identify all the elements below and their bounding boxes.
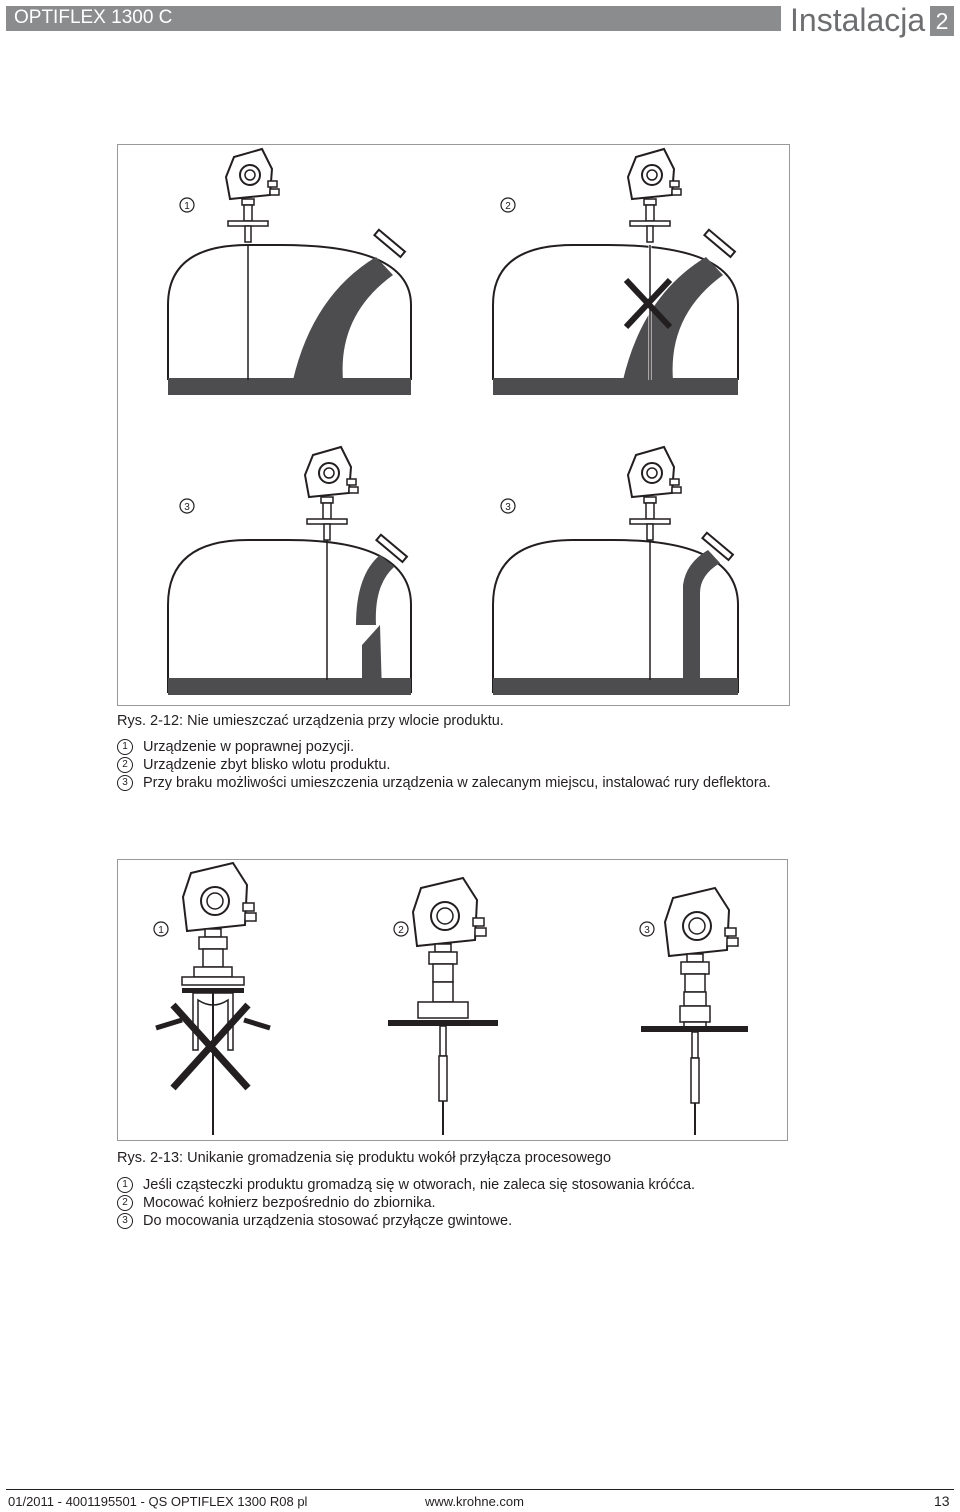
marker-label: 1: [158, 925, 164, 936]
tank-correct: [168, 149, 411, 395]
tank-deflector-b: [493, 447, 738, 695]
figure-process-connection: [117, 859, 788, 1141]
document-title: OPTIFLEX 1300 C: [14, 7, 173, 28]
connection-flange: [388, 878, 498, 1135]
marker-label: 3: [644, 925, 650, 936]
footer-divider: [6, 1489, 954, 1490]
figure-tank-drawing: [118, 145, 789, 705]
connection-threaded: [641, 888, 748, 1135]
section-title: Instalacja: [790, 2, 926, 38]
legend-item: 2 Urządzenie zbyt blisko wlotu produktu.: [117, 756, 771, 774]
tank-deflector-a: [168, 447, 411, 695]
footer-website-link[interactable]: www.krohne.com: [425, 1494, 524, 1509]
marker-label: 1: [184, 201, 190, 212]
figure2-caption: Rys. 2-13: Unikanie gromadzenia się produktu wokół przyłącza procesowego: [117, 1150, 612, 1166]
legend-item: 2 Mocować kołnierz bezpośrednio do zbiornika.: [117, 1194, 695, 1212]
marker-label: 3: [505, 502, 511, 513]
figure1-legend: [117, 738, 771, 792]
figure-tank-installation: [117, 144, 790, 706]
marker-label: 3: [184, 502, 190, 513]
section-number: 2: [930, 6, 954, 36]
legend-item: 3 Przy braku możliwości umieszczenia urządzenia w zalecanym miejscu, instalować rury deflektora.: [117, 774, 771, 792]
page-number: 13: [934, 1493, 950, 1509]
footer-doc-id: 01/2011 - 4001195501 - QS OPTIFLEX 1300 R08 pl: [8, 1494, 308, 1509]
legend-item: 1 Jeśli cząsteczki produktu gromadzą się w otworach, nie zaleca się stosowania króćca.: [117, 1176, 695, 1194]
marker-label: 2: [398, 925, 404, 936]
legend-item: 1 Urządzenie w poprawnej pozycji.: [117, 738, 771, 756]
tank-too-close: [493, 149, 738, 395]
figure1-caption: Rys. 2-12: Nie umieszczać urządzenia przy wlocie produktu.: [117, 713, 504, 729]
figure2-legend: [117, 1176, 695, 1230]
legend-item: 3 Do mocowania urządzenia stosować przyłącze gwintowe.: [117, 1212, 695, 1230]
marker-label: 2: [505, 201, 511, 212]
connection-nozzle: [156, 863, 270, 1135]
figure-connection-drawing: [118, 860, 787, 1140]
